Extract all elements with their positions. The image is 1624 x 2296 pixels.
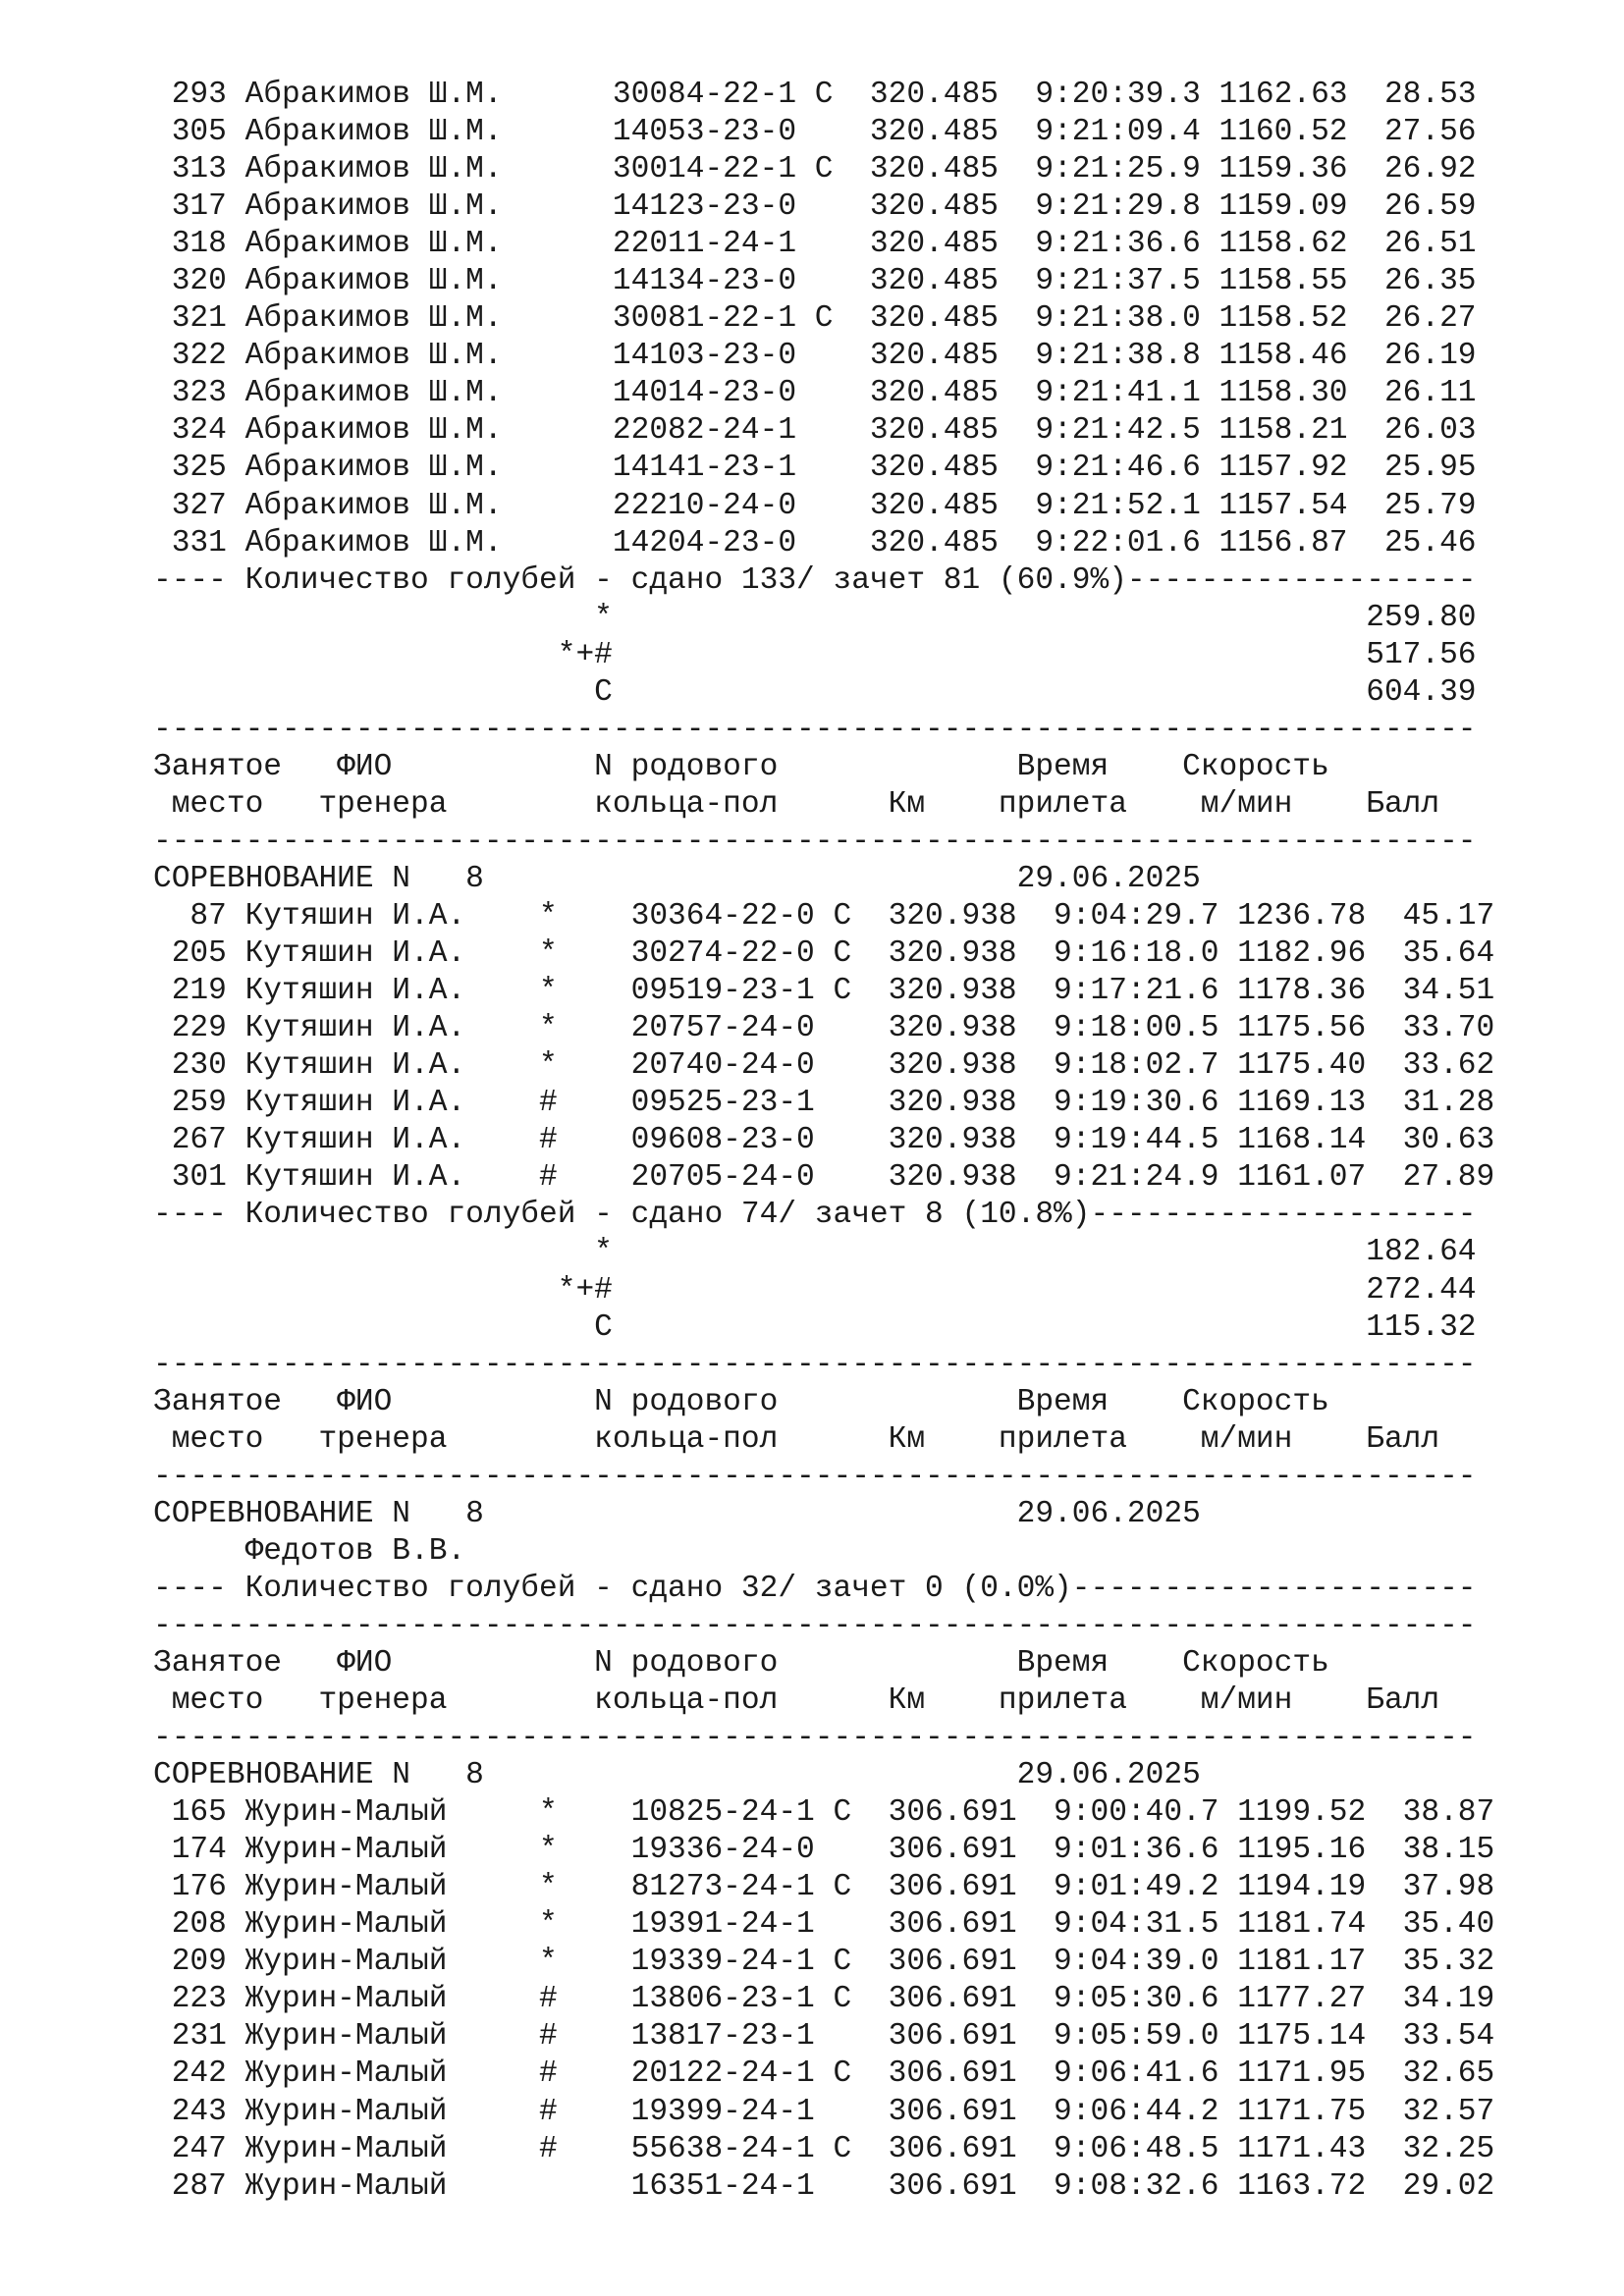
result-row: 321 Абракимов Ш.М. 30081-22-1 С 320.485 9:21:38.0 1158.52 26.27 <box>153 301 1477 337</box>
divider-line: ------------------------------------------------------------------------ <box>153 1347 1477 1382</box>
score-total-line: С 604.39 <box>153 674 1477 710</box>
score-total-line: *+# 272.44 <box>153 1272 1477 1308</box>
competition-title: СОРЕВНОВАНИЕ N 8 29.06.2025 <box>153 1758 1201 1793</box>
result-row: 324 Абракимов Ш.М. 22082-24-1 320.485 9:21:42.5 1158.21 26.03 <box>153 413 1477 449</box>
divider-line: ------------------------------------------------------------------------ <box>153 824 1477 859</box>
result-row: 165 Журин-Малый * 10825-24-1 С 306.691 9:00:40.7 1199.52 38.87 <box>153 1795 1495 1831</box>
result-row: 322 Абракимов Ш.М. 14103-23-0 320.485 9:21:38.8 1158.46 26.19 <box>153 339 1477 374</box>
score-total-line: * 182.64 <box>153 1235 1477 1270</box>
score-total-line: *+# 517.56 <box>153 637 1477 672</box>
divider-line: ------------------------------------------------------------------------ <box>153 1721 1477 1756</box>
result-row: 205 Кутяшин И.А. * 30274-22-0 С 320.938 9:16:18.0 1182.96 35.64 <box>153 936 1495 972</box>
result-row: 209 Журин-Малый * 19339-24-1 С 306.691 9:04:39.0 1181.17 35.32 <box>153 1945 1495 1980</box>
result-row: 318 Абракимов Ш.М. 22011-24-1 320.485 9:21:36.6 1158.62 26.51 <box>153 227 1477 262</box>
trainer-name: Федотов В.В. <box>153 1533 466 1569</box>
divider-line: ------------------------------------------------------------------------ <box>153 1608 1477 1643</box>
result-row: 323 Абракимов Ш.М. 14014-23-0 320.485 9:21:41.1 1158.30 26.11 <box>153 376 1477 411</box>
result-row: 293 Абракимов Ш.М. 30084-22-1 С 320.485 9:20:39.3 1162.63 28.53 <box>153 78 1477 112</box>
column-header-line: Занятое ФИО N родового Время Скорость <box>153 749 1329 784</box>
result-row: 242 Журин-Малый # 20122-24-1 С 306.691 9:06:41.6 1171.95 32.65 <box>153 2056 1495 2092</box>
result-row: 223 Журин-Малый # 13806-23-1 С 306.691 9:05:30.6 1177.27 34.19 <box>153 1982 1495 2017</box>
result-row: 208 Журин-Малый * 19391-24-1 306.691 9:04:31.5 1181.74 35.40 <box>153 1907 1495 1943</box>
pigeon-count-summary: ---- Количество голубей - сдано 32/ зачет 0 (0.0%)---------------------- <box>153 1571 1477 1606</box>
result-row: 247 Журин-Малый # 55638-24-1 С 306.691 9:06:48.5 1171.43 32.25 <box>153 2131 1495 2166</box>
result-row: 219 Кутяшин И.А. * 09519-23-1 С 320.938 9:17:21.6 1178.36 34.51 <box>153 974 1495 1009</box>
score-total-line: * 259.80 <box>153 600 1477 635</box>
divider-line: ------------------------------------------------------------------------ <box>153 1459 1477 1494</box>
column-header-line: место тренера кольца-пол Км прилета м/мин Балл <box>153 1421 1440 1457</box>
result-row: 231 Журин-Малый # 13817-23-1 306.691 9:05:59.0 1175.14 33.54 <box>153 2019 1495 2055</box>
competition-title: СОРЕВНОВАНИЕ N 8 29.06.2025 <box>153 1496 1201 1531</box>
column-header-line: место тренера кольца-пол Км прилета м/мин Балл <box>153 786 1440 822</box>
column-header-line: Занятое ФИО N родового Время Скорость <box>153 1384 1329 1419</box>
result-row: 176 Журин-Малый * 81273-24-1 С 306.691 9:01:49.2 1194.19 37.98 <box>153 1870 1495 1905</box>
result-row: 259 Кутяшин И.А. # 09525-23-1 320.938 9:19:30.6 1169.13 31.28 <box>153 1086 1495 1121</box>
result-row: 305 Абракимов Ш.М. 14053-23-0 320.485 9:21:09.4 1160.52 27.56 <box>153 115 1477 150</box>
result-row: 87 Кутяшин И.А. * 30364-22-0 С 320.938 9:04:29.7 1236.78 45.17 <box>153 899 1495 934</box>
column-header-line: место тренера кольца-пол Км прилета м/мин Балл <box>153 1683 1440 1719</box>
result-row: 230 Кутяшин И.А. * 20740-24-0 320.938 9:18:02.7 1175.40 33.62 <box>153 1048 1495 1084</box>
score-total-line: С 115.32 <box>153 1309 1477 1345</box>
pigeon-count-summary: ---- Количество голубей - сдано 74/ зачет 8 (10.8%)--------------------- <box>153 1198 1477 1233</box>
result-row: 325 Абракимов Ш.М. 14141-23-1 320.485 9:21:46.6 1157.92 25.95 <box>153 451 1477 486</box>
result-row: 229 Кутяшин И.А. * 20757-24-0 320.938 9:18:00.5 1175.56 33.70 <box>153 1011 1495 1046</box>
report-document <box>153 77 1494 2206</box>
result-row: 287 Журин-Малый 16351-24-1 306.691 9:08:32.6 1163.72 29.02 <box>153 2168 1495 2204</box>
competition-title: СОРЕВНОВАНИЕ N 8 29.06.2025 <box>153 861 1201 896</box>
result-row: 267 Кутяшин И.А. # 09608-23-0 320.938 9:19:44.5 1168.14 30.63 <box>153 1123 1495 1158</box>
result-row: 331 Абракимов Ш.М. 14204-23-0 320.485 9:22:01.6 1156.87 25.46 <box>153 525 1477 561</box>
result-row: 243 Журин-Малый # 19399-24-1 306.691 9:06:44.2 1171.75 32.57 <box>153 2094 1495 2129</box>
result-row: 317 Абракимов Ш.М. 14123-23-0 320.485 9:21:29.8 1159.09 26.59 <box>153 189 1477 225</box>
pigeon-count-summary: ---- Количество голубей - сдано 133/ зачет 81 (60.9%)------------------- <box>153 562 1477 598</box>
result-row: 301 Кутяшин И.А. # 20705-24-0 320.938 9:21:24.9 1161.07 27.89 <box>153 1160 1495 1196</box>
result-row: 320 Абракимов Ш.М. 14134-23-0 320.485 9:21:37.5 1158.55 26.35 <box>153 264 1477 299</box>
result-row: 174 Журин-Малый * 19336-24-0 306.691 9:01:36.6 1195.16 38.15 <box>153 1833 1495 1868</box>
column-header-line: Занятое ФИО N родового Время Скорость <box>153 1645 1329 1681</box>
divider-line: ------------------------------------------------------------------------ <box>153 712 1477 747</box>
result-row: 327 Абракимов Ш.М. 22210-24-0 320.485 9:21:52.1 1157.54 25.79 <box>153 488 1477 523</box>
result-row: 313 Абракимов Ш.М. 30014-22-1 С 320.485 9:21:25.9 1159.36 26.92 <box>153 152 1477 187</box>
